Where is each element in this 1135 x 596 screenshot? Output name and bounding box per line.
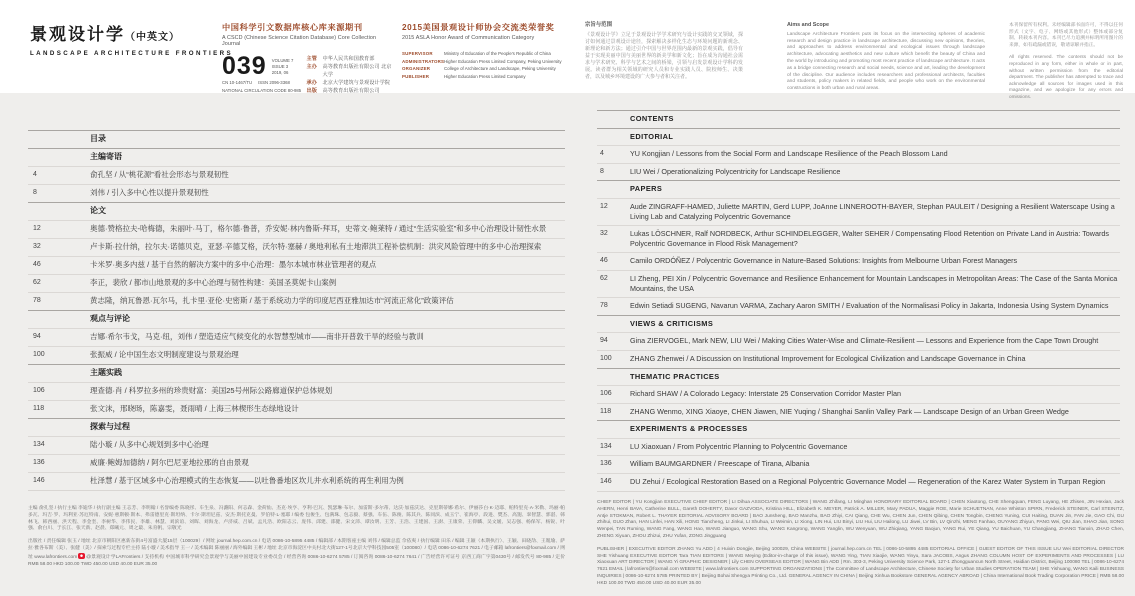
toc-item-text: 卡米罗·奥多内兹 / 基于自然的解决方案中的多中心治理：墨尔本城市林业管理者的观点 (90, 260, 377, 269)
toc-item-page-number: 100 (600, 354, 612, 362)
toc-item (597, 198, 1120, 225)
toc-section-title: 探索与过程 (90, 422, 130, 431)
toc-item (28, 454, 565, 472)
aims-scope-english (787, 22, 985, 93)
toc-item-page-number: 12 (33, 225, 41, 232)
toc-item-page-number (597, 424, 630, 434)
toc-section-title: EXPERIMENTS & PROCESSES (630, 424, 748, 434)
publishing-roles-english (402, 50, 570, 80)
masthead-chinese (28, 506, 565, 574)
toc-item-page-number: 46 (600, 257, 608, 265)
toc-item (597, 350, 1120, 368)
toc-item-page-number: 94 (33, 333, 41, 340)
role-label: ORGANIZER (402, 66, 431, 71)
toc-item-text: Gina ZIERVOGEL, Mark NEW, LIU Wei / Making Cities Water-Wise and Climate-Resilient — Lessons and Experience from the Cape Town Drought (630, 336, 1099, 346)
toc-item (597, 297, 1120, 315)
toc-item-page-number (597, 319, 630, 329)
journal-title-chinese (30, 20, 233, 45)
role-row (307, 55, 395, 63)
toc-item (28, 238, 565, 256)
toc-section-heading (28, 148, 565, 166)
journal-title-english: LANDSCAPE ARCHITECTURE FRONTIERS (30, 50, 234, 57)
toc-item (597, 403, 1120, 421)
toc-item-page-number (28, 314, 90, 324)
toc-section-title: 目录 (90, 134, 106, 143)
copyright-english: All rights reserved. The contents should not be reproduced in any form, either in whole or in part, without written permission from the editorial department. The publisher has attempted to trace and acknowledge all sources for images used in this magazine, and we apologize for any errors and omissions. (1009, 54, 1123, 99)
toc-section-heading (28, 130, 565, 148)
journal-brand (30, 20, 233, 57)
copyright-chinese: 本刊保留所有权利。未经编辑部书面许可，不得以任何形式（文字、电子、网络或其他形式）整体或部分复制、转载本刊内容。本刊已尽力追溯并标明所用图片的来源，如有疏漏或错误，敬请谅解并指正。 (1009, 22, 1123, 47)
toc-section-heading (597, 420, 1120, 438)
toc-item-page-number (597, 184, 630, 194)
role-label: ADMINISTRATORS (402, 58, 445, 64)
toc-item (28, 166, 565, 184)
toc-section-heading (28, 202, 565, 220)
volume-line: VOLUME 7 ISSUE 3 (271, 58, 294, 69)
role-label: 主办 (306, 64, 317, 70)
toc-item-text: Lukas LÖSCHNER, Ralf NORDBECK, Arthur SCHINDELEGGER, Walter SEHER / Compensating Flood Retention on Private Land in Austria: Towards Polycentric Governance in Flood Risk Management? (630, 229, 1109, 248)
toc-item-text: 张振威 / 论中国生态文明制度建设与景观治理 (90, 350, 239, 359)
toc-section-title: CONTENTS (630, 114, 674, 123)
toc-section-title: VIEWS & CRITICISMS (630, 318, 714, 328)
toc-item-text: William BAUMGARDNER / Freescape of Tirana, Albania (630, 459, 810, 469)
toc-item (597, 385, 1120, 403)
toc-section-title: 观点与评论 (90, 314, 130, 323)
role-label: SUPERVISOR (402, 51, 433, 56)
masthead-english (597, 500, 1124, 594)
toc-item (28, 382, 565, 400)
toc-item-text: 李正，裴欣 / 都市山地景观的多中心治理与韧性构建：美国圣莫妮卡山案例 (90, 278, 337, 287)
toc-item-text: LIU Wei / Operationalizing Polycentricity for Landscape Resilience (630, 166, 841, 176)
toc-item-page-number: 136 (600, 460, 612, 468)
role-value: Higher Education Press Limited Company, Peking University (444, 58, 562, 64)
role-value: 北京大学建筑与景观设计学院 (322, 80, 390, 86)
masthead-cn-editors: 主编 俞孔坚 / 执行主编 李迪华 / 执行副主编 王志芳、李明翰 / 名誉编委 陈晓彤、车生泉、冯潞阳、何志森、金荷仙、杰克·埃亨、亨利·巴瓦、凯瑟琳·布尔、加雷斯·多尔蒂、达沃·加兹沃达、克里斯蒂娜·希尔、伊丽莎白·K·迈耶、帕特里克·A·米勒、玛丽·帕多瓦、玛吉·罗、玛利亚·苏厄特南、安妮·惠斯顿·斯本、弗雷德里克·斯坦纳、卡尔·斯坦尼兹、安杰·斯托克曼、罗伯特·L·塞耶 / 编委 包俊生、包满珠、包志毅、蔡强、车伍、陈俊、陈其兵、陈同滨、成玉宁、崔海亭、段进、樊杰、高翅、辜智慧、郭湛、韩林飞、韩西丽、洪天程、李金奎、李树华、李伟民、李雄、林慧、刘滨谊、刘晖、刘海龙、卢济威、吕斌、孟凡浩、欧阳志云、庞伟、邱建、邵健、宋文沛、谭汝明、王芳、王浩、王建国、王澍、王康荣、王仰麟、吴文媛、吴志强、杨保军、杨锐、叶强、俞白川、于长江、张天新、赵晨、郑曦元、周之最、朱育帆、宗敬光 (28, 506, 565, 532)
toc-item-page-number: 106 (600, 390, 612, 398)
masthead-cn-subscription-text: @景观设计学LAFrontiers / 支持机构 中国城市科学研究会景观学与美丽中国建设专业委员会 / 经营咨询 0086-10-6274 5785 / 订阅咨询 0086-10-6274 7641 / 广告经营许可证号 京西工商广字第0430号 / 邮发代号 80-985 / 定价 RMB 58.00 HKD 100.00 TWD 450.00 USD 40.00 EUR 35.00 (28, 554, 566, 567)
toc-item (28, 184, 565, 202)
toc-item-text: 理查德·肖 / 科罗拉多州的珍贵财富：美国25号州际公路廊道保护总体规划 (90, 386, 333, 395)
toc-item (28, 274, 565, 292)
cn-code: CN 10-1467/TU (222, 80, 253, 85)
masthead-en-publishing: PUBLISHER | EXECUTIVE EDITOR ZHANG Yu ADD | 4 Huixin Dongjie, Beijing 100029, China WEBSITE | journal.hep.com.cn TEL | 0086-10-5895 4485 EDITORIAL OFFICE | GUEST EDITOR OF THIS ISSUE LIU Wei EDITORIAL DIRECTOR SHE Yishuang EXECUTIVE EDITOR Tara TIAN EDITORS | WANG Meying (Editor-in-charge of this issue), WANG Ying, TIAN Xiaojie, WANG Yinyu, Sara JACOBS, Angus ZHANG COLUMN HOST OF EXPERIMENTS AND PROCESSES | LU Xiaoxuan ART DIRECTOR | WANG Yi GRAPHIC DESIGNER | Lily CHEN OVERSEAS EDITOR | WANG Bin ADD | Rm. 303-3, Peking University Science Park, 127-1 Zhongguancun North Street, Haidian District, Beijing 100080 TEL | 0086-10-6274 7621 EMAIL | lafrontiers@foxmail.com WEBSITE | www.lafrontiers.com SUPPORTING ORGANIZATIONS | The Committee of Landscape Architecture, Chinese Society for Urban Studies OPERATION TEAM | SHE Yishuang, WANG Kaili BUSINESS INQUIRIES | 0086-10-6274 5785 PRINTED BY | Beijing Bohai Shengya Printing Co., Ltd. GENERAL AGENCY IN CHINA | Beijing Xinhua Bookstore GENERAL AGENCY ABROAD | China International Book Trading Corporation PRICE | RMB 58.00 HKD 100.00 TWD 450.00 USD 40.00 EUR 35.00 (597, 546, 1124, 586)
toc-item-text: 刘伟 / 引入多中心性以提升景观韧性 (90, 188, 209, 197)
toc-item-page-number: 134 (33, 441, 45, 448)
toc-item-page-number: 78 (600, 302, 608, 310)
role-value: Higher Education Press Limited Company (444, 73, 526, 79)
toc-section-title: EDITORIAL (630, 131, 674, 141)
toc-item-text: Aude ZINGRAFF-HAMED, Juliette MARTIN, Gerd LUPP, JoAnne LINNEROOTH-BAYER, Stephan PAULEIT / Designing a Resilient Waterscape Using a Living Lab and Catalyzing Polycentric Governance (630, 201, 1115, 221)
role-row (402, 58, 570, 66)
toc-item-page-number: 62 (33, 279, 41, 286)
asla-award-column (402, 22, 570, 80)
journal-title-main: 景观设计学 (30, 25, 125, 44)
masthead-en-editors: CHIEF EDITOR | YU Kongjian EXECUTIVE CHIEF EDITOR | LI Dihua ASSOCIATE DIRECTORS | WANG Zhifang, LI Minghan HONORARY EDITORIAL BOARD | CHEN Xiaotong, CHE Shengquan, FENG Luyang, HE Zhisen, JIN Hexian, Jack AHERN, Henri BAVA, Catherine BULL, Gareth DOHERTY, Davor GAZVODA, Kristina HILL, Elizabeth K. MEYER, Patrick A. MILLER, Mary PADUA, Maggie ROE, Marie SCHUETNAN, Anne Whiston SPIRN, Frederick STEINER, Carl STEINITZ, Antje STOKMAN, Robert L. THAYER EDITORIAL ADVISORY BOARD | BAO Junsheng, BAO Manzhu, BAO Zhiyi, CAI Qiang, CHE Wu, CHEN Jun, CHEN Qibing, CHEN Tongbin, CHENG Yuning, CUI Haiting, DUAN Jin, FAN Jie, GAO Chi, GU Zhihui, GUO Zhan, HAN Linfei, HAN Xili, HONG Tiancheng, LI Jinkui, LI Shuhua, LI Weimin, LI Xiong, LIN Hui, LIU Binyi, LIU Hui, LIU Hailong, LU Jiwei, LV Bin, LV Qinzhi, MENG Fanhao, OUYANG Zhiyun, PANG Wei, QIU Jian, SHAO Jian, SONG Wenpei, TAN Ruming, WANG Fang, WANG Hao, WANG Jianguo, WANG Shu, WANG Kangrong, WANG Yanglin, WU Wenyuan, WU Zhiqiang, YANG Baojun, YANG Rui, YE Qiang, YU Baichuan, YU Changjiang, ZHANG Tianxin, ZHAO Chen, ZHENG Xiyuan, ZHOU Zhizui, ZHU Yufan, ZONG Jingguang (597, 500, 1124, 539)
toc-item (597, 473, 1120, 491)
toc-item-page-number: 12 (600, 202, 608, 210)
publishing-roles-chinese (307, 55, 395, 95)
aims-scope-chinese (585, 22, 743, 81)
aims-heading-english: Aims and Scope (787, 22, 829, 28)
toc-item-text: 陆小璇 / 从多中心规划到多中心治理 (90, 440, 209, 449)
toc-item-page-number (28, 152, 90, 162)
role-row (307, 87, 395, 95)
toc-section-heading (28, 310, 565, 328)
issue-volume (272, 55, 307, 76)
toc-item-text: Edwin Setiadi SUGENG, Navarun VARMA, Zachary Aaron SMITH / Evaluation of the Normalisasi Policy in Jakarta, Indonesia Using System Dynamics (630, 301, 1109, 311)
role-value: 中华人民共和国教育部 (322, 56, 375, 62)
toc-item-text: 卢卡斯·拉什纳，拉尔夫·诺德贝克，亚瑟·辛德艾格，沃尔特·塞赫 / 奥地利私有土地滞洪工程补偿机制：洪灾风险管理中的多中心治理探索 (90, 242, 542, 251)
toc-item (28, 292, 565, 310)
toc-item-page-number: 146 (600, 478, 612, 486)
toc-item-page-number: 32 (33, 243, 41, 250)
toc-item-text: 俞孔坚 / 从“桃花源”看社会形态与景观韧性 (90, 170, 229, 179)
toc-item-page-number: 118 (600, 407, 612, 415)
role-label: 出版 (306, 88, 317, 94)
role-value: College of Architecture and Landscape, Peking University (444, 66, 556, 71)
toc-item-page-number (28, 206, 90, 216)
toc-item (28, 256, 565, 274)
aims-body-chinese: 《景观设计学》立足于景观设计学学术研究与设计实践的交叉领域，探讨如何通过景观设计途径，探索解决多样化生态与环境问题的新观念、新理论和新方法；通过引介中国与世界范围内最新的景观实践，倡导有益于实现美丽中国与美丽世界的新美学和新文化；旨在成为沟通社会需求与学术研究、科学与艺术之间的桥梁，引领与启发景观设计学科的发展。读者群为相关领域的研究人员和专业实践人员、院校师生、决策者，以及城乡环境建设的广大参与者和关注者。 (585, 32, 743, 80)
circulation-code: NATIONAL CIRCULATION CODE 80-985 (222, 88, 302, 93)
masthead-cn-publishing-text: 出版社 / 责任编辑 张玉 / 地址 北京市朝阳区惠新东街4号富盛大厦15层（100029）/ 网址 journal.hep.com.cn / 电话 0086-10-5895 4485 / 编辑部 / 本期客座主编 刘伟 / 编辑总监 佘依爽 / 执行编辑 田乐 / 编辑 王颖（本期执行）、王颖、田晓劼、王胤瑜、萨拉·雅各布斯（美）、张健（美）/ 探索与过程专栏主持 陆小璇 / 美术指导 王一 / 美术编辑 陈丽丽 / 海外编辑 王彬 / 地址 北京市海淀区中关村北大街127-1号北京大学科技园505室（100080）/ 电话 0086-10-6274 7621 / 电子邮箱 lafrontiers@foxmail.com / 网址 www.lafrontiers.com (28, 539, 565, 560)
toc-item-text: ZHANG Zhenwei / A Discussion on Institutional Improvement for Ecological Civilization and Landscape Governance in China (630, 353, 1026, 363)
toc-section-heading (597, 315, 1120, 333)
toc-item-page-number (597, 114, 630, 124)
toc-item-text: 黄志隆，纳瓦鲁恩·瓦尔马，扎卡里·亚伦·史密斯 / 基于系统动力学的印度尼西亚雅加达市“河流正常化”政策评估 (90, 296, 454, 305)
toc-section-title: 主编寄语 (90, 152, 122, 161)
role-label: PUBLISHER (402, 73, 430, 79)
toc-section-heading (28, 418, 565, 436)
issue-date: 2019, 06 (271, 70, 289, 75)
toc-item-text: Richard SHAW / A Colorado Legacy: Interstate 25 Conservation Corridor Master Plan (630, 389, 901, 399)
toc-item (28, 400, 565, 418)
toc-section-heading (28, 364, 565, 382)
journal-title-suffix: （中英文） (125, 32, 180, 43)
toc-item-page-number: 146 (33, 477, 45, 484)
toc-item-page-number: 32 (600, 230, 608, 238)
toc-item (28, 472, 565, 490)
toc-item-page-number: 78 (33, 297, 41, 304)
toc-section-title: THEMATIC PRACTICES (630, 371, 720, 381)
cscd-heading-english: A CSCD (Chinese Science Citation Database) Core Collection Journal (222, 35, 377, 47)
toc-item (597, 332, 1120, 350)
toc-item-text: 威廉·鲍姆加德纳 / 阿尔巴尼亚地拉那的自由景观 (90, 458, 249, 467)
toc-item-page-number: 94 (600, 337, 608, 345)
toc-item-page-number (28, 134, 90, 144)
role-row (307, 63, 395, 79)
role-row (307, 79, 395, 87)
toc-section-heading (597, 368, 1120, 386)
toc-item (597, 438, 1120, 456)
toc-item (597, 455, 1120, 473)
toc-item (597, 270, 1120, 297)
toc-item-text: Camilo ORDÓÑEZ / Polycentric Governance in Nature-Based Solutions: Insights from Melbourne Urban Forest Managers (630, 256, 1018, 266)
role-value: 高等教育出版社有限公司 北京大学 (322, 64, 392, 78)
toc-item-text: YU Kongjian / Lessons from the Social Form and Landscape Resilience of the Peach Blossom Land (630, 149, 948, 159)
toc-item-page-number (28, 422, 90, 432)
toc-item-page-number (597, 132, 630, 142)
toc-item (28, 436, 565, 454)
toc-item (28, 346, 565, 364)
toc-section-title: 论文 (90, 206, 106, 215)
copyright-notice (1009, 22, 1123, 101)
toc-section-title: 主题实践 (90, 368, 122, 377)
toc-item-text: DU Zehui / Ecological Restoration Based on a Regional Polycentric Governance Model — Regeneration of the Karez Water System in Turpan Region (630, 477, 1106, 487)
issue-number: 039 (222, 52, 267, 80)
toc-item-text: ZHANG Wenmo, XING Xiaoye, CHEN Jiawen, NIE Yuqing / Shanghai Sanlin Valley Park — Landscape Design of an Urban Green Wedge (630, 406, 1069, 416)
toc-item-text: 杜泽慧 / 基于区域多中心治理模式的生态恢复——以吐鲁番地区坎儿井水利系统的再生利用为例 (90, 476, 404, 485)
issn-code: ISSN 2096-3368 (258, 80, 290, 85)
toc-item (597, 163, 1120, 181)
asla-heading-chinese: 2015美国景观设计师协会交流类荣誉奖 (402, 23, 555, 32)
toc-section-title: PAPERS (630, 184, 663, 194)
toc-item-page-number: 4 (600, 150, 604, 158)
toc-item (597, 145, 1120, 163)
toc-item (28, 328, 565, 346)
role-value: Ministry of Education of the People's Republic of China (444, 51, 551, 56)
toc-item-text: 张文沫，邢晓旸，陈嘉雯，聂雨晴 / 上海三林楔形生态绿地设计 (90, 404, 299, 413)
asla-heading-english: 2015 ASLA Honor Award of Communication Category (402, 35, 535, 41)
toc-chinese (28, 130, 565, 491)
masthead-cn-publishing (28, 539, 565, 568)
weibo-icon (78, 553, 85, 559)
role-row (402, 73, 570, 81)
toc-item-page-number: 118 (33, 405, 45, 412)
toc-section-heading (597, 180, 1120, 198)
toc-section-heading (597, 110, 1120, 128)
role-row (402, 50, 570, 58)
toc-item-page-number (597, 372, 630, 382)
issue-info (222, 52, 307, 95)
cscd-heading-chinese: 中国科学引文数据库核心库来源期刊 (222, 23, 363, 32)
aims-body-english: Landscape Architecture Frontiers puts its focus on the intersecting spheres of academic research and design practice in landscape architecture, discussing new opinions, theories, and approaches to address environmental and ecological issues through landscape architecture, advocating aesthetics and new culture which benefit the beauty of China and the world by introducing and promoting most recent practice of landscape architecture. It acts as a bridge connecting research and social needs, science and art, leading the development of the discipline. Our audience includes researchers and professional architects, faculties and students, policy makers in related fields, and people who work on the environmental constructions in both urban and rural areas. (787, 31, 985, 92)
toc-english (597, 110, 1120, 492)
role-row (402, 65, 570, 73)
cscd-info-column (222, 22, 394, 95)
toc-item-page-number: 106 (33, 387, 45, 394)
toc-item-page-number: 4 (33, 171, 37, 178)
role-label: 承办 (306, 80, 317, 86)
toc-item-page-number: 100 (33, 351, 45, 358)
toc-item-page-number: 136 (33, 459, 45, 466)
toc-item-page-number: 62 (600, 274, 608, 282)
role-value: 高等教育出版社有限公司 (322, 88, 380, 94)
aims-heading-chinese: 宗旨与范围 (585, 22, 612, 28)
toc-item-text: 奥德·赞格拉夫-哈梅德，朱丽叶·马丁，格尔德·鲁普，乔安妮·林内鲁斯-拜耳，史蒂文·鲍莱特 / 通过“生活实验室”和多中心治理设计韧性水景 (90, 224, 547, 233)
toc-item (597, 225, 1120, 252)
toc-item-text: LU Xiaoxuan / From Polycentric Planning to Polycentric Governance (630, 441, 848, 451)
toc-item-page-number: 134 (600, 442, 612, 450)
toc-item (28, 220, 565, 238)
toc-item-page-number: 46 (33, 261, 41, 268)
toc-item-page-number: 8 (600, 167, 604, 175)
toc-section-heading (597, 128, 1120, 146)
toc-item-page-number (28, 368, 90, 378)
toc-item-text: LI Zheng, PEI Xin / Polycentric Governance and Resilience Enhancement for Mountain Landscapes in Metropolitan Areas: The Case of the Santa Monica Mountains, the USA (630, 273, 1118, 293)
toc-item-page-number: 8 (33, 189, 37, 196)
toc-item (597, 252, 1120, 270)
toc-item-text: 吉娜·希尔韦戈，马克·纽，刘伟 / 塑造适应气候变化的水智慧型城市——南非开普敦干旱的经验与教训 (90, 332, 424, 341)
role-label: 主管 (306, 56, 317, 62)
